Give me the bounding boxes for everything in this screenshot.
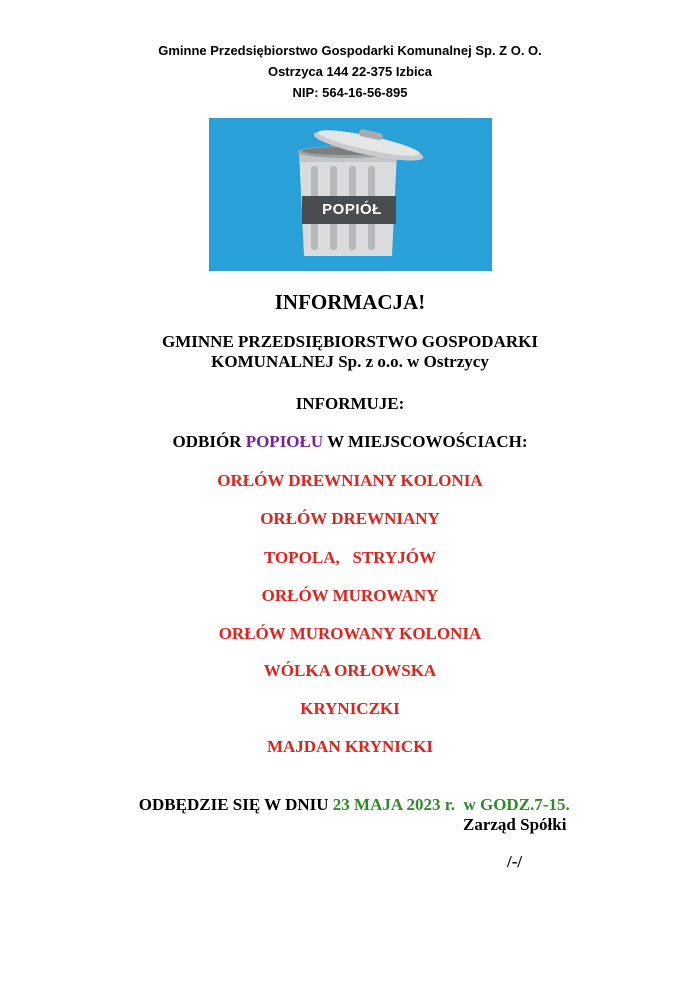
locality-item: ORŁÓW MUROWANY <box>261 586 439 605</box>
locality-item: WÓLKA ORŁOWSKA <box>263 661 437 680</box>
collection-suffix: W MIEJSCOWOŚCIACH: <box>323 432 528 451</box>
locality-item: ORŁÓW DREWNIANY <box>260 509 440 528</box>
letterhead <box>0 40 700 103</box>
locality-item: TOPOLA, STRYJÓW <box>264 548 436 567</box>
locality-item: KRYNICZKI <box>300 699 400 718</box>
organization-name <box>0 332 700 372</box>
company-nip: NIP: 564-16-56-895 <box>292 85 408 100</box>
schedule-prefix: ODBĘDZIE SIĘ W DNIU <box>138 795 333 814</box>
organization-line-2: KOMUNALNEJ Sp. z o.o. w Ostrzycy <box>211 352 489 371</box>
company-name: Gminne Przedsiębiorstwo Gospodarki Komunalnej Sp. Z O. O. <box>158 43 542 58</box>
collection-prefix: ODBIÓR <box>172 432 246 451</box>
schedule-line <box>0 775 700 815</box>
collection-heading <box>0 432 700 452</box>
locality-item: ORŁÓW MUROWANY KOLONIA <box>218 624 482 643</box>
locality-item: MAJDAN KRYNICKI <box>266 737 434 756</box>
ash-label: POPIÓŁ <box>322 201 382 218</box>
company-address: Ostrzyca 144 22-375 Izbica <box>267 64 433 79</box>
page-title: INFORMACJA! <box>274 290 426 314</box>
informs-heading: INFORMUJE: <box>295 394 405 413</box>
schedule-date: 23 MAJA 2023 r. w GODZ.7-15. <box>332 795 570 814</box>
collection-highlight: POPIOŁU <box>245 432 324 451</box>
signature-mark: /-/ <box>507 852 523 871</box>
signature-board: Zarząd Spółki <box>463 815 567 834</box>
organization-line-1: GMINNE PRZEDSIĘBIORSTWO GOSPODARKI <box>162 332 538 351</box>
locality-item: ORŁÓW DREWNIANY KOLONIA <box>217 471 483 490</box>
ash-bin-banner <box>209 118 492 271</box>
trash-can-icon <box>209 118 492 271</box>
